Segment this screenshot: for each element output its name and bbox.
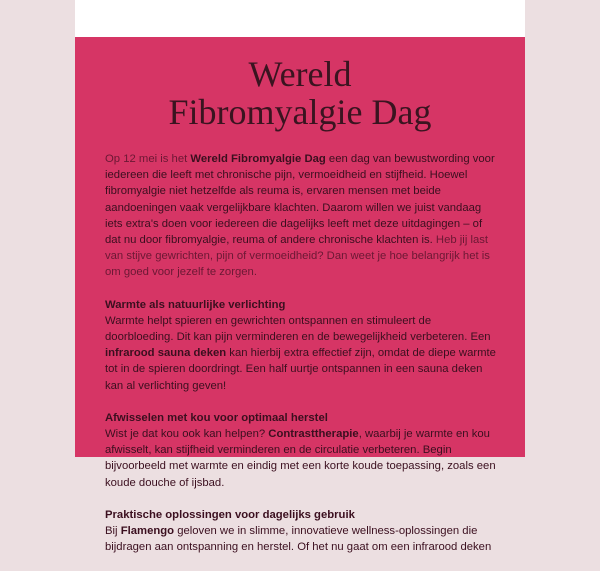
title-line-2: Fibromyalgie Dag [168, 92, 432, 132]
section-warmte [105, 297, 499, 394]
section-heading: Praktische oplossingen voor dagelijks gebruik [105, 508, 355, 521]
title-line-1: Wereld [248, 54, 352, 94]
section-text: Bij [105, 525, 121, 538]
intro-text-2: een dag van bewustwording voor iedereen die leeft met chronische pijn, vermoeidheid en stijfheid. Hoewel fibromyalgie niet hetzelfde als reuma is, ervaren mensen met beide aandoeningen vaak vergelijkbare klachten. Daarom willen we juist vandaag iets extra's doen voor iedereen die dagelijks leeft met deze uitdagingen – of dat nu door fibromyalgie, reuma of andere chronische klachten is. [105, 153, 495, 247]
content-card [75, 37, 525, 554]
section-kou [105, 410, 499, 491]
intro-bold-event: Wereld Fibromyalgie Dag [190, 153, 326, 165]
intro-text-1: Op 12 mei is het [105, 153, 191, 165]
section-praktisch [105, 507, 499, 556]
section-text: Warmte helpt spieren en gewrichten ontspannen en stimuleert de doorbloeding. Dit kan pijn verminderen en de bewegelijkheid verbeteren. Een [105, 314, 491, 344]
section-bold: Contrasttherapie [268, 428, 359, 441]
article-body [105, 151, 499, 571]
page-title [75, 37, 525, 131]
intro-text-3: Heb jij last van stijve gewrichten, pijn of vermoeidheid? Dan weet je hoe belangrijk het is om goed voor jezelf te zorgen. [105, 234, 490, 279]
section-heading: Warmte als natuurlijke verlichting [105, 298, 286, 311]
intro-paragraph [105, 151, 499, 281]
section-text: geloven we in slimme, innovatieve wellness-oplossingen die bijdragen aan ontspanning en herstel. Of het nu gaat om een infrarood deken [105, 525, 492, 554]
email-page [75, 0, 525, 554]
section-text: kan hierbij extra effectief zijn, omdat de diepe warmte tot in de spieren doordringt. Een half uurtje ontspannen in een sauna deken kan al verlichting geven! [105, 347, 496, 392]
section-bold: infrarood sauna deken [105, 347, 227, 360]
section-heading: Afwisselen met kou voor optimaal herstel [105, 411, 328, 424]
brand-name: Flamengo [120, 525, 175, 538]
section-text: , waarbij je warmte en kou afwisselt, kan stijfheid verminderen en de circulatie verbeteren. Begin bijvoorbeeld met warmte en eindig met een korte koude toepassing, zoals een koude douche of ijsbad. [105, 428, 496, 489]
section-text: Wist je dat kou ook kan helpen? [105, 428, 269, 441]
